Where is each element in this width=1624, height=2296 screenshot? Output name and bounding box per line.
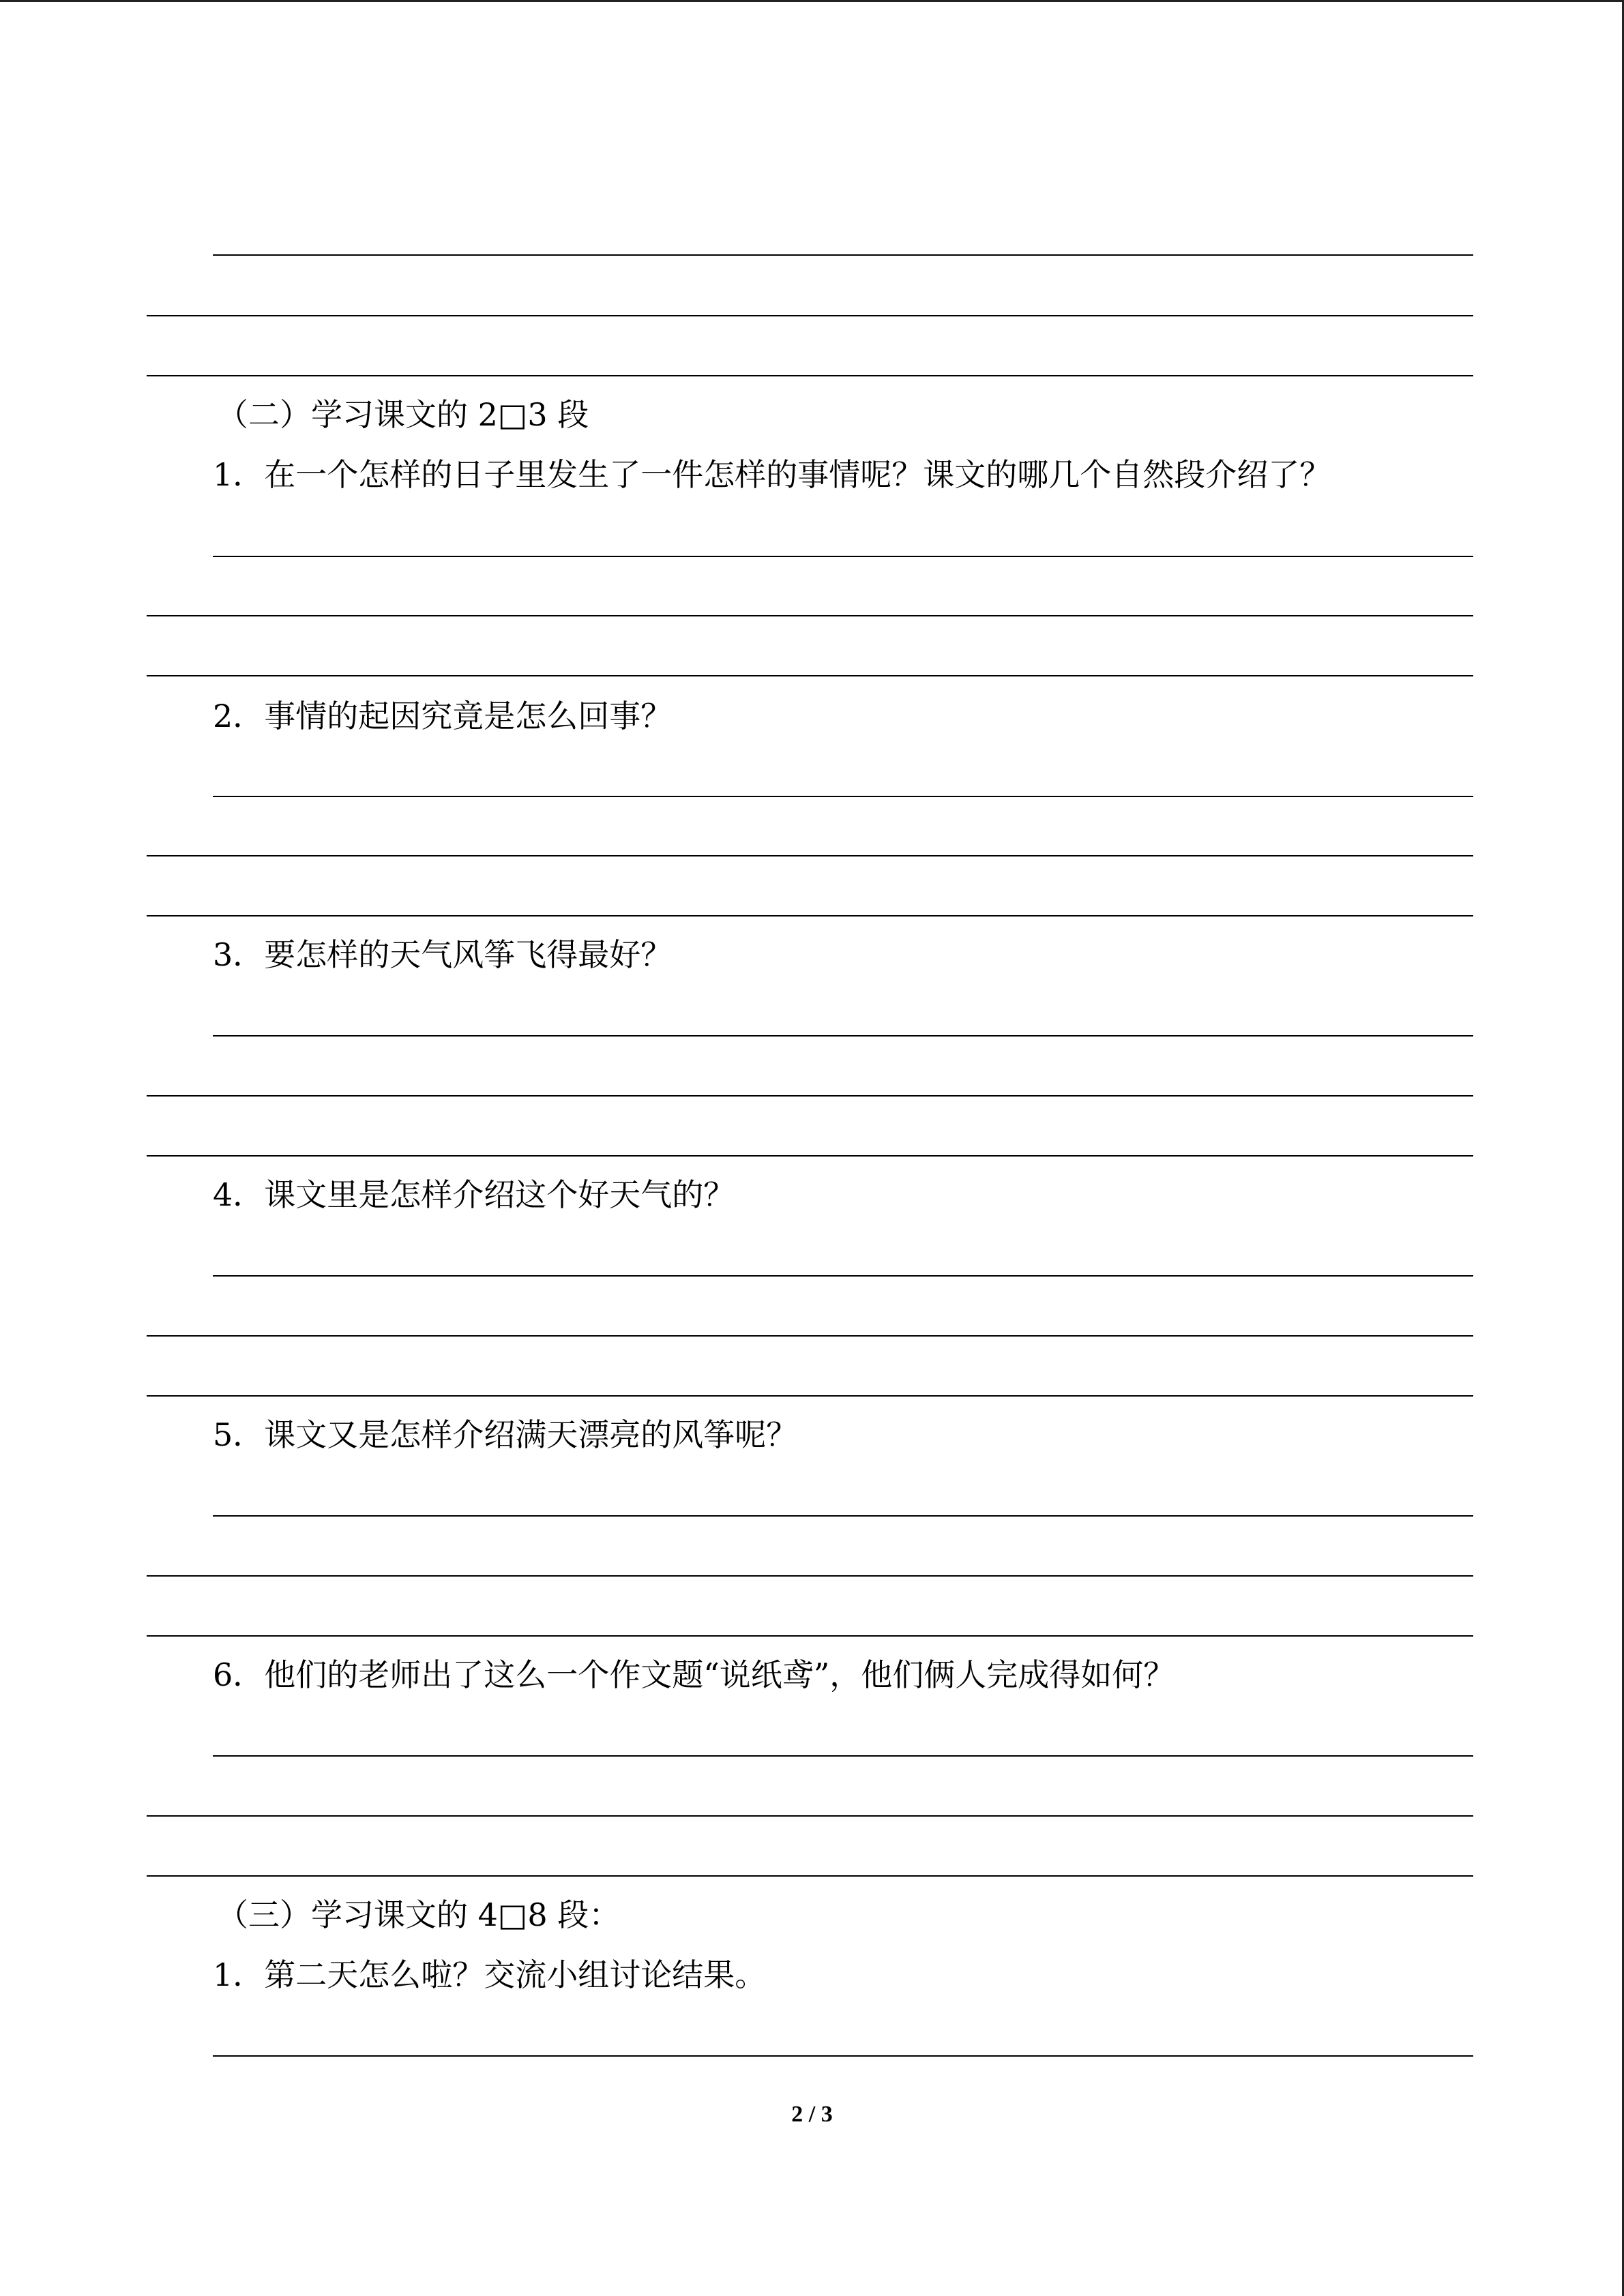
answer-line bbox=[147, 615, 1473, 616]
answer-line bbox=[147, 375, 1473, 376]
question-text: 4．课文里是怎样介绍这个好天气的？ bbox=[213, 1176, 735, 1213]
question-text: 1．在一个怎样的日子里发生了一件怎样的事情呢？课文的哪几个自然段介绍了？ bbox=[213, 456, 1331, 493]
answer-line bbox=[213, 796, 1473, 797]
answer-line bbox=[147, 1815, 1473, 1817]
answer-line bbox=[213, 556, 1473, 557]
question-text: 2．事情的起因究竟是怎么回事？ bbox=[213, 698, 673, 734]
answer-line bbox=[147, 915, 1473, 916]
answer-line bbox=[213, 1755, 1473, 1757]
answer-line bbox=[213, 1275, 1473, 1277]
answer-line bbox=[147, 1575, 1473, 1577]
answer-line bbox=[147, 1155, 1473, 1157]
answer-line bbox=[147, 1095, 1473, 1097]
answer-line bbox=[147, 675, 1473, 676]
question-text: 1．第二天怎么啦？交流小组讨论结果。 bbox=[213, 1956, 767, 1993]
answer-line bbox=[147, 855, 1473, 856]
section-heading: （三）学习课文的 4□8 段： bbox=[217, 1896, 621, 1933]
answer-line bbox=[213, 2055, 1473, 2057]
section-heading: （二）学习课文的 2□3 段 bbox=[217, 396, 589, 433]
answer-line bbox=[147, 315, 1473, 316]
question-text: 3．要怎样的天气风筝飞得最好？ bbox=[213, 936, 673, 973]
answer-line bbox=[213, 254, 1473, 256]
answer-line bbox=[147, 1635, 1473, 1637]
answer-line bbox=[147, 1395, 1473, 1397]
question-text: 5．课文又是怎样介绍满天漂亮的风筝呢？ bbox=[213, 1416, 798, 1453]
question-text: 6．他们的老师出了这么一个作文题“说纸鸢”，他们俩人完成得如何？ bbox=[213, 1656, 1175, 1693]
answer-line bbox=[147, 1875, 1473, 1877]
answer-line bbox=[213, 1515, 1473, 1517]
answer-line bbox=[147, 1335, 1473, 1337]
page-number: 2 / 3 bbox=[791, 2102, 833, 2127]
answer-line bbox=[213, 1035, 1473, 1037]
